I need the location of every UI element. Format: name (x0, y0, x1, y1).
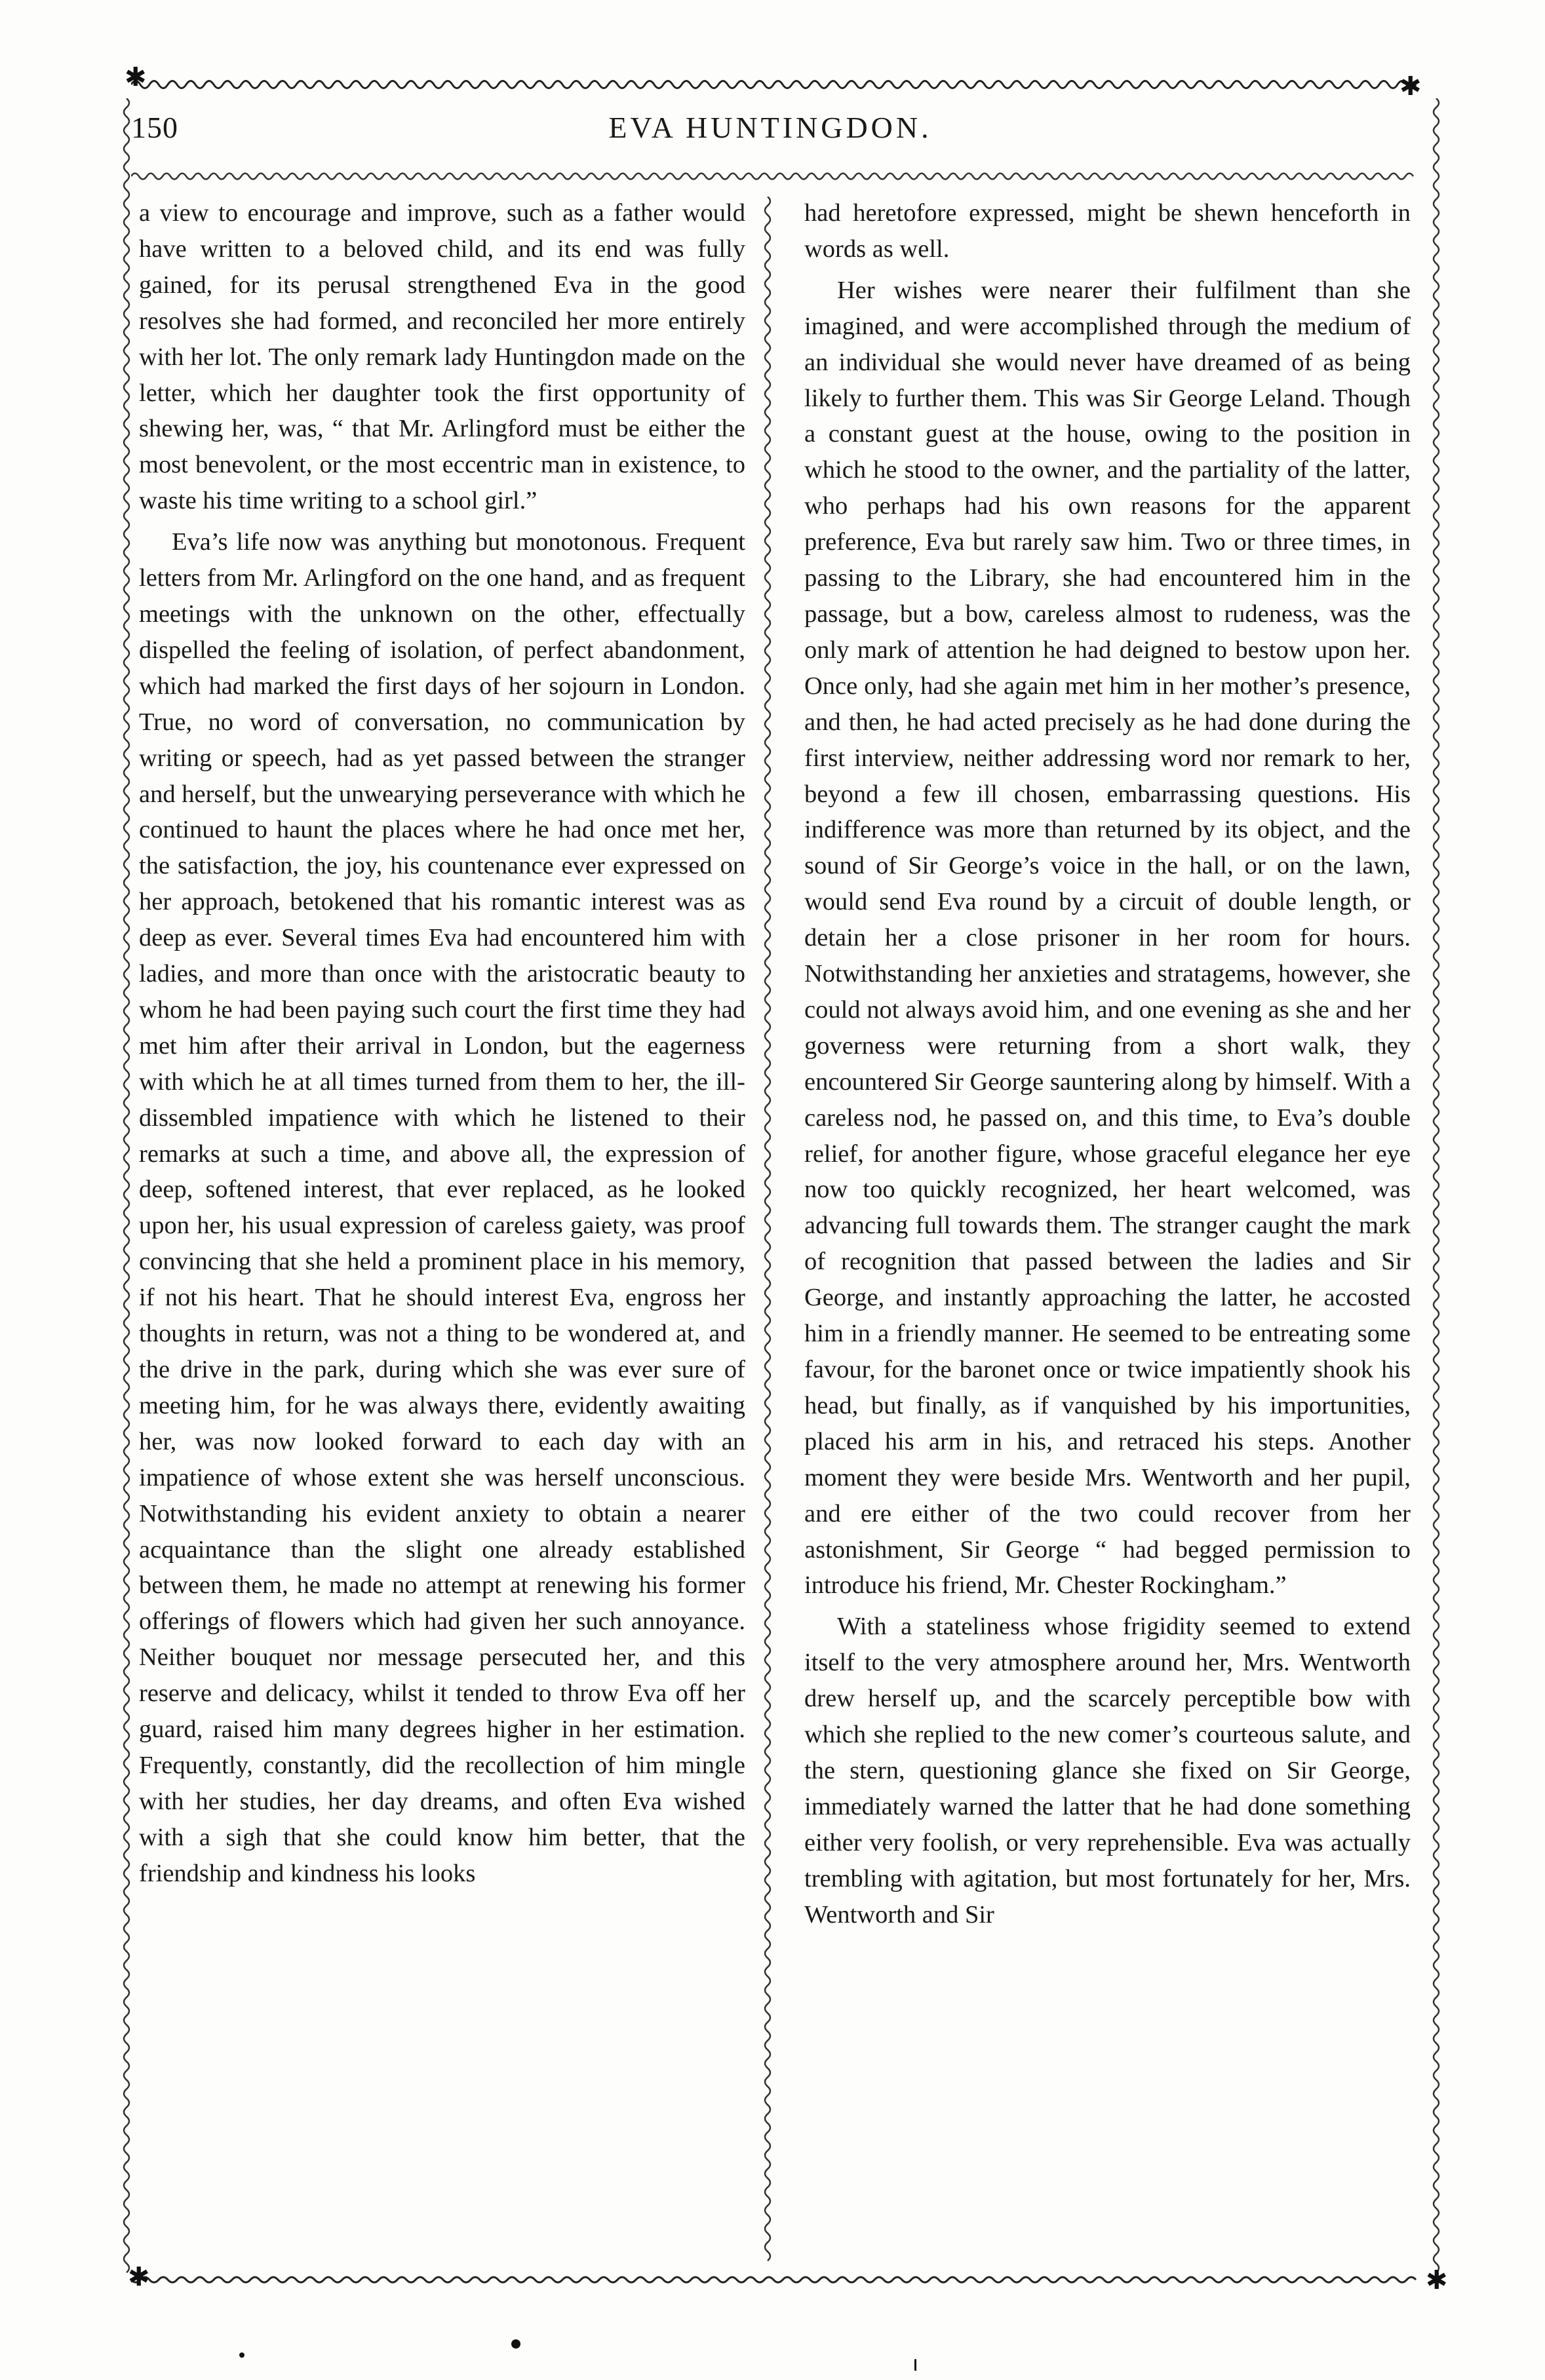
corner-ornament-bottom-left: ✱ (128, 2262, 150, 2292)
corner-ornament-top-left: ✱ (125, 62, 147, 92)
left-border-rule (119, 98, 134, 2274)
bottom-border-rule (131, 2273, 1422, 2287)
ink-speck (511, 2339, 520, 2349)
right-paragraph-1: had heretofore expressed, might be shewn henceforth in words as well. (804, 199, 1411, 263)
top-border-rule (131, 77, 1422, 92)
right-border-rule (1429, 98, 1443, 2274)
right-paragraph-3: With a stateliness whose frigidity seemed to extend itself to the very atmosphere around her, Mrs. Wentworth drew herself up, and the scarcely perceptible bow with which she replied to the new comer’s courteous salute, and the stern, questioning glance she fixed on Sir George, immediately warned the latter that he had done something either very foolish, or very reprehensible. Eva was actually trembling with agitation, but most fortunately for her, Mrs. Wentworth and Sir (804, 1613, 1411, 1929)
left-column (139, 195, 745, 2259)
corner-ornament-top-right: ✱ (1399, 71, 1422, 101)
running-title: EVA HUNTINGDON. (608, 111, 932, 144)
page-number: 150 (131, 111, 178, 144)
left-paragraph-2: Eva’s life now was anything but monotonous. Frequent letters from Mr. Arlingford on the one hand, and as frequent meetings with the unknown on the other, effectually dispelled the feeling of isolation, of perfect abandonment, which had marked the first days of her sojourn in London. True, no word of conversation, no communication by writing or speech, had as yet passed between the stranger and herself, but the unwearying perseverance with which he continued to haunt the places where he had once met her, the satisfaction, the joy, his countenance ever expressed on her approach, betokened that his romantic interest was as deep as ever. Several times Eva had encountered him with ladies, and more than once with the aristocratic beauty to whom he had been paying such court the first time they had met him after their arrival in London, but the eagerness with which he at all times turned from them to her, the ill-dissembled impatience with which he listened to their remarks at such a time, and above all, the expression of deep, softened interest, that ever replaced, as he looked upon her, his usual expression of careless gaiety, was proof convincing that she held a prominent place in his memory, if not his heart. That he should interest Eva, engross her thoughts in return, was not a thing to be wondered at, and the drive in the park, during which she was ever sure of meeting him, for he was always there, evidently awaiting her, was now looked forward to each day with an impatience of whose extent she was herself unconscious. Notwithstanding his evident anxiety to obtain a nearer acquaintance than the slight one already established between them, he made no attempt at renewing his former offerings of flowers which had given her such annoyance. Neither bouquet nor message persecuted her, and this reserve and delicacy, whilst it tended to throw Eva off her guard, raised him many degrees higher in her estimation. Frequently, constantly, did the recollection of him mingle with her studies, her day dreams, and often Eva wished with a sigh that she could know him better, that the friendship and kindness his looks (139, 528, 745, 1887)
right-column (804, 195, 1411, 2259)
page-header (131, 110, 1409, 156)
ink-speck (239, 2352, 244, 2358)
corner-ornament-bottom-right: ✱ (1426, 2265, 1448, 2295)
column-divider-rule (760, 197, 775, 2267)
left-paragraph-1: a view to encourage and improve, such as a father would have written to a beloved child, and its end was fully gained, for its perusal strengthened Eva in the good resolves she had formed, and reconciled her more entirely with her lot. The only remark lady Huntingdon made on the letter, which her daughter took the first opportunity of shewing her, was, “ that Mr. Arlingford must be either the most benevolent, or the most eccentric man in existence, to waste his time writing to a school girl.” (139, 199, 745, 515)
right-paragraph-2: Her wishes were nearer their fulfilment than she imagined, and were accomplished through the medium of an individual she would never have dreamed of as being likely to further them. This was Sir George Leland. Though a constant guest at the house, owing to the position in which he stood to the owner, and the partiality of the latter, who perhaps had his own reasons for the apparent preference, Eva but rarely saw him. Two or three times, in passing to the Library, she had encountered him in the passage, but a bow, careless almost to rudeness, was the only mark of attention he had deigned to bestow upon her. Once only, had she again met him in her mother’s presence, and then, he had acted precisely as he had done during the first interview, neither addressing word nor remark to her, beyond a few ill chosen, embarrassing questions. His indifference was more than returned by its object, and the sound of Sir George’s voice in the hall, or on the lawn, would send Eva round by a circuit of double length, or detain her a close prisoner in her room for hours. Notwithstanding her anxieties and stratagems, however, she could not always avoid him, and one evening as she and her governess were returning from a short walk, they encountered Sir George sauntering along by himself. With a careless nod, he passed on, and this time, to Eva’s double relief, for another figure, whose graceful elegance her eye now too quickly recognized, her heart welcomed, was advancing full towards them. The stranger caught the mark of recognition that passed between the ladies and Sir George, and instantly approaching the latter, he accosted him in a friendly manner. He seemed to be entreating some favour, for the baronet once or twice impatiently shook his head, but finally, as if vanquished by his importunities, placed his arm in his, and retraced his steps. Another moment they were beside Mrs. Wentworth and her pupil, and ere either of the two could recover from her astonishment, Sir George “ had begged permission to introduce his friend, Mr. Chester Rockingham.” (804, 276, 1411, 1600)
ink-speck (914, 2359, 916, 2371)
header-rule (131, 169, 1422, 183)
